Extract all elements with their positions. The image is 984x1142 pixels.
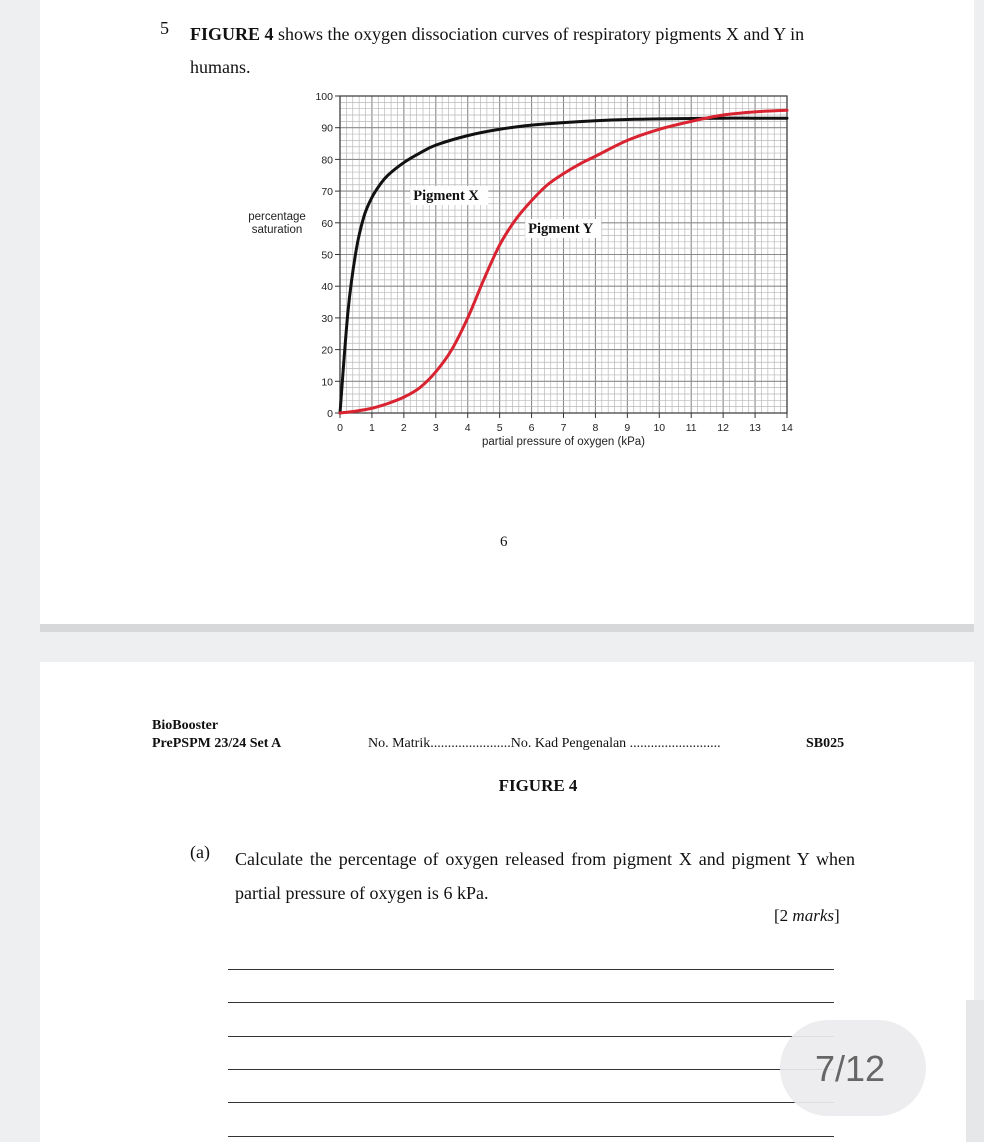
y-axis-label-line1: percentage xyxy=(248,211,306,223)
x-tick-label: 3 xyxy=(432,422,439,434)
page-indicator[interactable] xyxy=(780,1020,926,1116)
x-tick-label: 1 xyxy=(369,422,375,434)
pigment-x-label-text: Pigment X xyxy=(413,187,479,204)
page-divider xyxy=(40,624,974,632)
y-tick-label: 40 xyxy=(321,281,333,294)
figure-caption: FIGURE 4 xyxy=(498,776,578,795)
figure-reference: FIGURE 4 xyxy=(190,24,274,44)
x-tick-label: 7 xyxy=(560,422,567,434)
y-tick-label: 30 xyxy=(321,312,333,325)
x-tick-label: 10 xyxy=(653,422,666,434)
y-tick-label: 60 xyxy=(321,217,333,230)
pigment-y-label xyxy=(525,219,601,238)
header-code: SB025 xyxy=(806,736,845,751)
x-tick-label: 8 xyxy=(592,422,599,434)
x-tick-label: 13 xyxy=(749,422,761,434)
x-tick-label: 14 xyxy=(781,422,793,434)
header-set: PrePSPM 23/24 Set A xyxy=(152,736,282,751)
edge-shadow xyxy=(966,1000,984,1142)
x-tick-label: 12 xyxy=(717,422,729,434)
part-a-label: (a) xyxy=(190,842,210,862)
answer-line xyxy=(228,1069,834,1070)
marks-close: ] xyxy=(833,906,840,925)
x-tick-label: 4 xyxy=(464,422,471,434)
answer-line xyxy=(228,1036,834,1037)
y-tick-label: 10 xyxy=(321,376,333,389)
y-tick-label: 100 xyxy=(315,91,333,103)
x-tick-label: 6 xyxy=(528,422,535,434)
y-tick-label: 0 xyxy=(327,408,333,420)
marks-word: marks xyxy=(792,906,834,925)
y-tick-label: 70 xyxy=(321,186,333,199)
part-a-question: Calculate the percentage of oxygen released from pigment X and pigment Y when partial pressure of oxygen is 6 kPa. xyxy=(235,849,855,903)
x-tick-label: 0 xyxy=(337,422,343,434)
x-tick-label: 11 xyxy=(685,422,697,434)
answer-line xyxy=(228,1136,834,1137)
y-tick-label: 20 xyxy=(321,344,333,357)
header-brand: BioBooster xyxy=(152,718,219,733)
x-tick-label: 9 xyxy=(624,422,631,434)
question-number: 5 xyxy=(160,18,169,38)
y-tick-label: 50 xyxy=(321,249,333,262)
x-axis-label: partial pressure of oxygen (kPa) xyxy=(482,436,645,448)
answer-line xyxy=(228,1102,834,1103)
oxygen-dissociation-chart xyxy=(0,0,984,470)
x-tick-label: 5 xyxy=(496,422,503,434)
part-a-marks xyxy=(774,906,840,926)
page-indicator-text: 7/12 xyxy=(815,1048,886,1089)
marks-open: [2 xyxy=(774,906,793,925)
pigment-x-label xyxy=(410,186,488,205)
answer-line xyxy=(228,1002,834,1003)
answer-line xyxy=(228,969,834,970)
page-number: 6 xyxy=(500,534,508,550)
pigment-y-label-text: Pigment Y xyxy=(528,220,594,237)
header-id-fields: No. Matrik.......................No. Kad Pengenalan .......................... xyxy=(368,736,721,751)
x-tick-label: 2 xyxy=(400,422,407,434)
y-tick-label: 90 xyxy=(321,122,333,135)
chart-grid xyxy=(340,96,787,413)
question-body: shows the oxygen dissociation curves of respiratory pigments X and Y in humans. xyxy=(190,24,805,77)
y-axis-label-line2: saturation xyxy=(251,224,303,236)
y-tick-label: 80 xyxy=(321,154,333,167)
